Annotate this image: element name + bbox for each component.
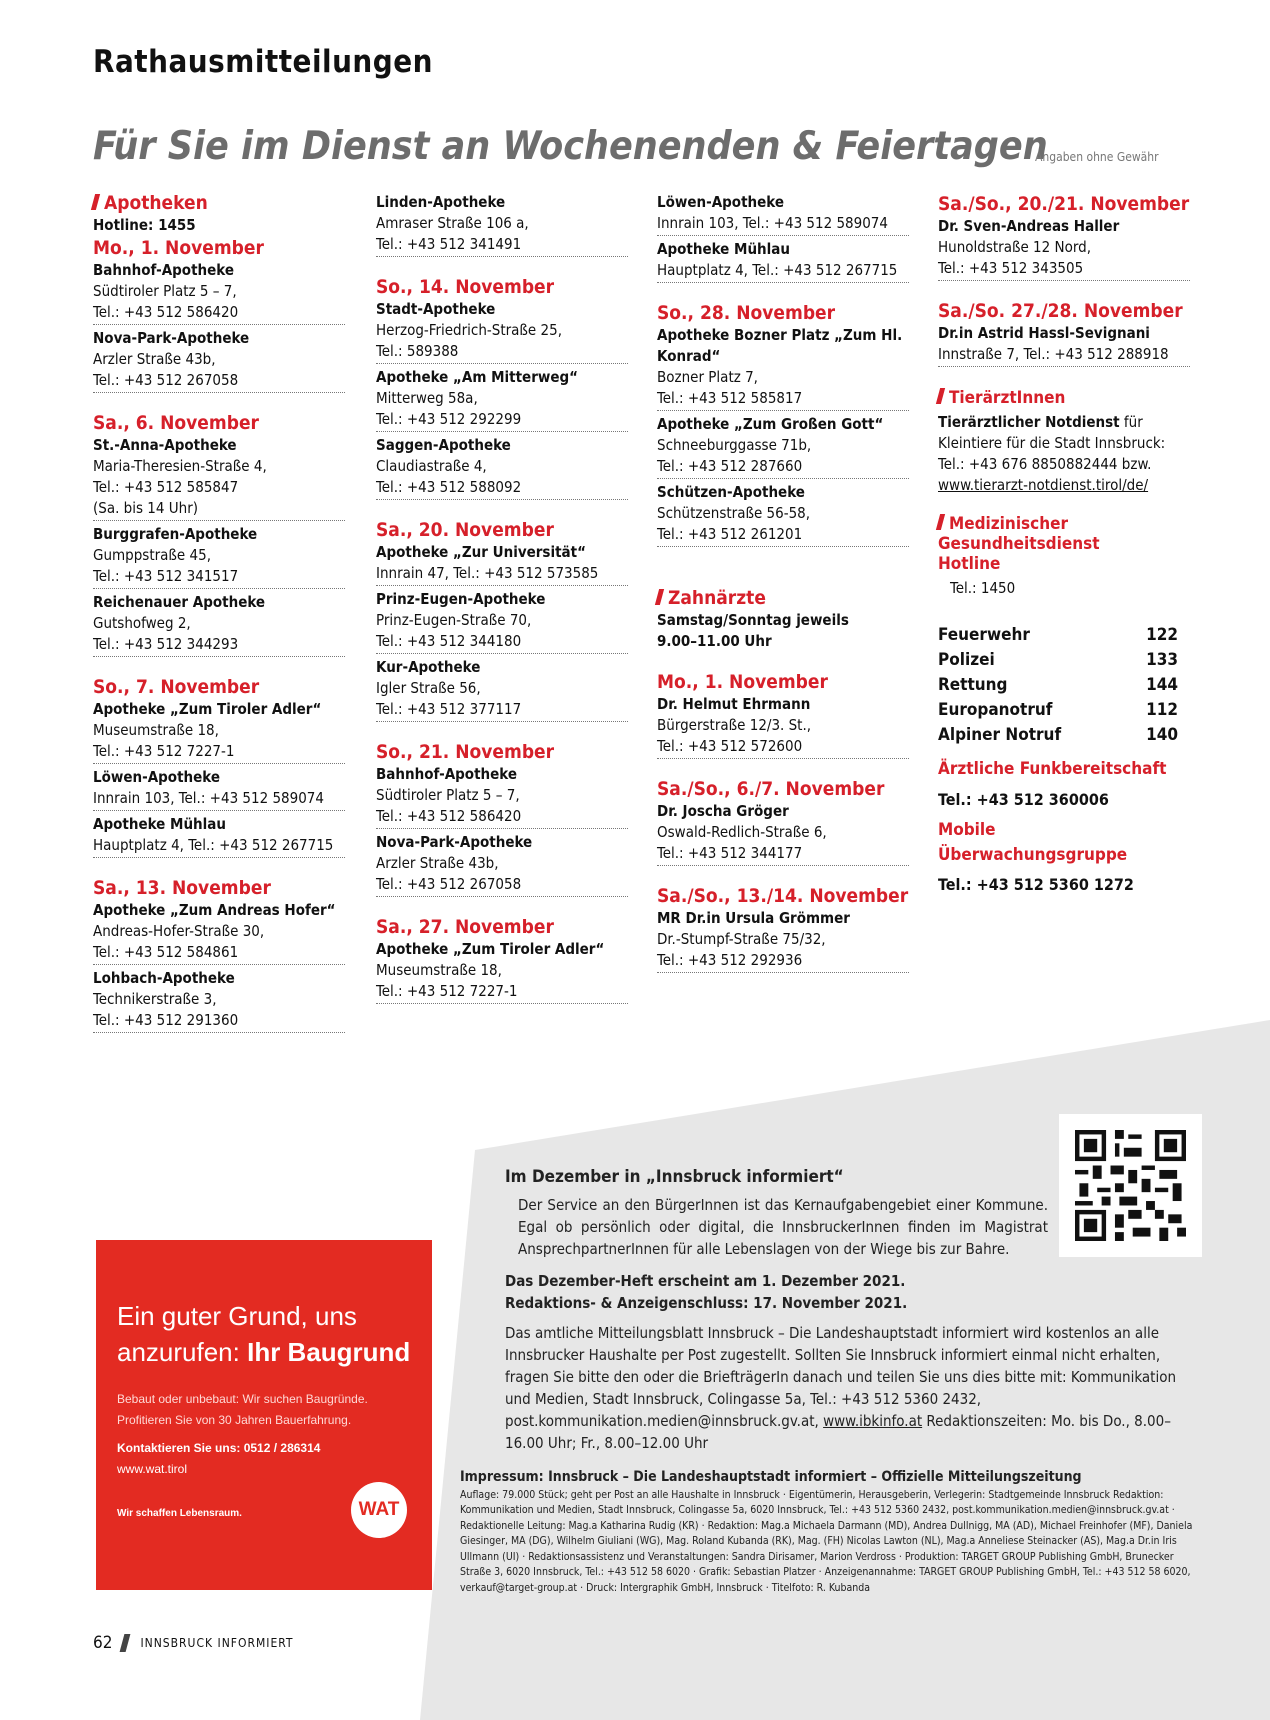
entry-details [376, 610, 628, 654]
ad-subtext: Bebaut oder unbebaut: Wir suchen Baugründe. Profitieren Sie von 30 Jahren Bauerfahrung. [117, 1392, 368, 1427]
entry-line: Igler Straße 56, [376, 679, 481, 697]
info-p3-text: Das amtliche Mitteilungsblatt Innsbruck – Die Landeshauptstadt informiert wird kostenlos an alle Innsbrucker Haushalte per Post zugestellt. Sollten Sie Innsbruck informiert einmal nicht erhalten, fragen Sie bitte den oder die BriefträgerIn danach und teilen Sie uns dies bitte mit: Kommunikation und Medien, Stadt Innsbruck, Colingasse 5a, Tel.: +43 512 5360 2432, post.kommunikation.medien@innsbruck.gv.at, [505, 1324, 1177, 1430]
ad-contact [117, 1438, 320, 1480]
entry-line: Arzler Straße 43b, [93, 350, 216, 368]
dental-list [938, 192, 1190, 367]
emergency-row [938, 648, 1178, 673]
vet-link[interactable]: www.tierarzt-notdienst.tirol/de/ [938, 476, 1149, 494]
ad-slogan: Wir schaffen Lebensraum. [117, 1508, 242, 1519]
entry-details [938, 344, 1190, 367]
entry-line: Technikerstraße 3, [93, 990, 217, 1008]
section-medizin: Medizinischer Gesundheitsdienst Hotline [938, 514, 1138, 574]
list-item [938, 323, 1190, 367]
entry-line: Tel.: +43 512 341491 [376, 235, 522, 253]
info-p2 [505, 1270, 1205, 1314]
entry-line: Tel.: +43 512 344177 [657, 844, 803, 862]
entry-line: Tel.: +43 512 291360 [93, 1011, 239, 1029]
entry-line: Tel.: +43 512 343505 [938, 259, 1084, 277]
entry-line: Südtiroler Platz 5 – 7, [376, 786, 520, 804]
list-item [93, 435, 345, 521]
entry-line: Herzog-Friedrich-Straße 25, [376, 321, 562, 339]
emergency-number: 112 [1146, 700, 1178, 720]
vet-desc: für Kleintiere für die Stadt Innsbruck: [938, 413, 1166, 452]
list-item [376, 939, 628, 1004]
entry-name: Apotheke „Zum Tiroler Adler“ [376, 940, 605, 958]
entry-name: Dr. Joscha Gröger [657, 802, 789, 820]
info-p3 [505, 1322, 1205, 1454]
date-heading: So., 28. November [657, 302, 836, 324]
entry-details [376, 563, 628, 586]
entry-name: Linden-Apotheke [376, 193, 506, 211]
date-heading: Sa./So., 13./14. November [657, 885, 909, 907]
emergency-number: 144 [1146, 675, 1178, 695]
entry-details [93, 835, 345, 858]
entry-details [376, 213, 628, 257]
info-p2a: Das Dezember-Heft erscheint am 1. Dezember 2021. [505, 1272, 906, 1290]
entry-line: Tel.: +43 512 261201 [657, 525, 803, 543]
dental-note: Samstag/Sonntag jeweils 9.00–11.00 Uhr [657, 611, 849, 650]
entry-line: Tel.: +43 512 341517 [93, 567, 239, 585]
section-apotheken: Apotheken [93, 192, 345, 215]
date-heading: So., 21. November [376, 741, 555, 763]
emergency-label: Europanotruf [938, 700, 1053, 720]
entry-name: Apotheke „Zum Tiroler Adler“ [93, 700, 322, 718]
entry-name: Apotheke „Zur Universität“ [376, 543, 586, 561]
entry-line: Maria-Theresien-Straße 4, [93, 457, 267, 475]
entry-line: Tel.: +43 512 585817 [657, 389, 803, 407]
entry-name: Apotheke Mühlau [93, 815, 227, 833]
column-1 [93, 192, 345, 1036]
emergency-row [938, 698, 1178, 723]
page-footer [93, 1633, 294, 1653]
publication-name: INNSBRUCK INFORMIERT [140, 1636, 294, 1650]
ibkinfo-link[interactable]: www.ibkinfo.at [823, 1412, 923, 1430]
entry-line: Tel.: +43 512 344293 [93, 635, 239, 653]
entry-line: Bürgerstraße 12/3. St., [657, 716, 812, 734]
list-item [376, 367, 628, 432]
emergency-numbers [938, 623, 1178, 748]
entry-line: Amraser Straße 106 a, [376, 214, 529, 232]
entry-name: Apotheke „Zum Großen Gott“ [657, 415, 884, 433]
entry-name: Saggen-Apotheke [376, 436, 511, 454]
emergency-row [938, 723, 1178, 748]
impressum [460, 1470, 1200, 1596]
info-block [505, 1166, 1205, 1464]
entry-name: Dr.in Astrid Hassl-Sevignani [938, 324, 1150, 342]
list-item [376, 435, 628, 500]
list-item [376, 764, 628, 829]
entry-details [657, 503, 909, 547]
list-item [376, 589, 628, 654]
entry-line: Arzler Straße 43b, [376, 854, 499, 872]
entry-line: Hauptplatz 4, Tel.: +43 512 267715 [657, 261, 898, 279]
emergency-label: Polizei [938, 650, 995, 670]
entry-name: Burggrafen-Apotheke [93, 525, 258, 543]
entry-line: (Sa. bis 14 Uhr) [93, 499, 199, 517]
entry-details [93, 349, 345, 393]
list-item [376, 192, 628, 257]
entry-details [93, 989, 345, 1033]
entry-line: Bozner Platz 7, [657, 368, 758, 386]
date-heading: Mo., 1. November [93, 237, 264, 259]
hotline: Hotline: 1455 [93, 216, 196, 234]
page-number: 62 [93, 1633, 113, 1653]
entry-details [657, 929, 909, 973]
list-item [657, 908, 909, 973]
impressum-text: Auflage: 79.000 Stück; geht per Post an alle Haushalte in Innsbruck · Eigentümerin, Herausgeberin, Verlegerin: Stadtgemeinde Innsbruck Redaktion: Kommunikation und Medien, Stadt Innsbruck, Colingasse 5a, 6020 Innsbruck, Tel.: +43 512 5360 2432, post.kommunikation.medien@innsbruck.gv.at · Redaktionelle Leitung: Mag.a Katharina Rudig (KR) · Redaktion: Mag.a Michaela Darmann (MD), Andrea Dullnigg, MA (AD), Michael Freinhofer (MF), Daniela Giesinger, MA (DG), Wilhelm Giuliani (WG), Mag. Roland Kubanda (RK), Mag. (FH) Nicolas Lawton (NL), Mag.a Anneliese Steinacker (AS), Mag.a Dr.in Iris Ullmann (UI) · Redaktionsassistenz und Veranstaltungen: Sandra Dirisamer, Marion Verdross · Produktion: TARGET GROUP Publishing GmbH, Brunecker Straße 3, 6020 Innsbruck, Tel.: +43 512 58 6020 · Grafik: Sebastian Platzer · Anzeigenannahme: TARGET GROUP Publishing GmbH, Tel.: +43 512 58 6020, verkauf@target-group.at · Druck: Intergraphik GmbH, Innsbruck · Titelfoto: R. Kubanda [460, 1488, 1193, 1594]
vet-bold: Tierärztlicher Notdienst [938, 413, 1120, 431]
entry-line: Schneeburggasse 71b, [657, 436, 812, 454]
entry-details [376, 678, 628, 722]
list-item [93, 968, 345, 1033]
entry-line: Tel.: +43 512 292299 [376, 410, 522, 428]
vet-text [938, 412, 1188, 454]
entry-details [376, 388, 628, 432]
column-2 [376, 192, 628, 1007]
emergency-row [938, 623, 1178, 648]
info-title: Im Dezember in „Innsbruck informiert“ [505, 1167, 844, 1187]
footer-bar-icon [120, 1634, 131, 1652]
list-item [93, 524, 345, 589]
entry-name: St.-Anna-Apotheke [93, 436, 237, 454]
info-p3-end: Redaktionszeiten: Mo. bis Do., 8.00–16.00 Uhr; Fr., 8.00–12.00 Uhr [505, 1412, 1171, 1452]
entry-details [657, 822, 909, 866]
entry-name: Reichenauer Apotheke [93, 593, 266, 611]
entry-details [657, 715, 909, 759]
entry-details [93, 281, 345, 325]
emergency-number: 122 [1146, 625, 1178, 645]
entry-line: Tel.: +43 512 344180 [376, 632, 522, 650]
entry-line: Hauptplatz 4, Tel.: +43 512 267715 [93, 836, 334, 854]
entry-line: Oswald-Redlich-Straße 6, [657, 823, 827, 841]
entry-line: Innstraße 7, Tel.: +43 512 288918 [938, 345, 1169, 363]
entry-line: Tel.: +43 512 572600 [657, 737, 803, 755]
entry-line: Claudiastraße 4, [376, 457, 487, 475]
entry-line: Innrain 103, Tel.: +43 512 589074 [93, 789, 324, 807]
entry-line: Tel.: +43 512 586420 [376, 807, 522, 825]
entry-details [376, 785, 628, 829]
entry-line: Tel.: +43 512 377117 [376, 700, 522, 718]
entry-details [93, 921, 345, 965]
date-heading: So., 14. November [376, 276, 555, 298]
entry-line: Innrain 47, Tel.: +43 512 573585 [376, 564, 599, 582]
entry-line: Gumppstraße 45, [93, 546, 211, 564]
entry-details [657, 367, 909, 411]
emergency-number: 140 [1146, 725, 1178, 745]
entry-details [376, 456, 628, 500]
list-item [657, 801, 909, 866]
date-heading: Sa., 13. November [93, 877, 271, 899]
entry-line: Tel.: +43 512 586420 [93, 303, 239, 321]
ad-web: www.wat.tirol [117, 1462, 188, 1476]
entry-line: Tel.: +43 512 287660 [657, 457, 803, 475]
wat-logo: WAT [351, 1482, 407, 1538]
list-item [93, 328, 345, 393]
entry-name: Apotheke „Zum Andreas Hofer“ [93, 901, 336, 919]
list-item [657, 414, 909, 479]
entry-line: Gutshofweg 2, [93, 614, 191, 632]
entry-name: Kur-Apotheke [376, 658, 481, 676]
date-heading: Sa./So., 20./21. November [938, 193, 1190, 215]
list-item [93, 900, 345, 965]
entry-name: Lohbach-Apotheke [93, 969, 235, 987]
list-item [93, 767, 345, 811]
entry-name: Bahnhof-Apotheke [93, 261, 235, 279]
list-item [657, 325, 909, 411]
entry-name: Schützen-Apotheke [657, 483, 805, 501]
pharmacy-groups [376, 192, 628, 1004]
date-heading: Sa., 20. November [376, 519, 554, 541]
mobile-tel: Tel.: +43 512 5360 1272 [938, 875, 1134, 894]
entry-line: Tel.: +43 512 267058 [93, 371, 239, 389]
entry-line: Südtiroler Platz 5 – 7, [93, 282, 237, 300]
entry-name: Dr. Sven-Andreas Haller [938, 217, 1120, 235]
entry-name: Nova-Park-Apotheke [93, 329, 250, 347]
column-4 [938, 192, 1190, 895]
entry-line: Schützenstraße 56-58, [657, 504, 811, 522]
list-item [376, 299, 628, 364]
list-item [938, 216, 1190, 281]
entry-details [657, 260, 909, 283]
entry-name: Dr. Helmut Ehrmann [657, 695, 811, 713]
entry-line: Mitterweg 58a, [376, 389, 478, 407]
date-heading: Sa./So., 6./7. November [657, 778, 885, 800]
emergency-row [938, 673, 1178, 698]
info-p1: Der Service an den BürgerInnen ist das Kernaufgabengebiet einer Kommune. Egal ob persönlich oder digital, die InnsbruckerInnen finden im Magistrat AnsprechpartnerInnen für alle Lebenslagen von der Wiege bis zur Bahre. [518, 1196, 1048, 1258]
entry-name: Löwen-Apotheke [93, 768, 221, 786]
entry-name: Löwen-Apotheke [657, 193, 785, 211]
entry-details [657, 213, 909, 236]
entry-details [938, 237, 1190, 281]
list-item [93, 260, 345, 325]
section-tieraerzte: TierärztInnen [938, 387, 1190, 410]
date-heading: So., 7. November [93, 676, 260, 698]
entry-line: Tel.: 589388 [376, 342, 459, 360]
list-item [657, 694, 909, 759]
entry-line: Museumstraße 18, [93, 721, 219, 739]
vet-tel: Tel.: +43 676 8850882444 bzw. [938, 455, 1152, 473]
funk-tel: Tel.: +43 512 360006 [938, 790, 1109, 809]
entry-name: Apotheke Mühlau [657, 240, 791, 258]
dental-list [657, 670, 909, 973]
info-p2b: Redaktions- & Anzeigenschluss: 17. November 2021. [505, 1294, 908, 1312]
column-3 [657, 192, 909, 976]
ad-headline [117, 1298, 417, 1370]
pharmacy-groups [657, 192, 909, 547]
emergency-number: 133 [1146, 650, 1178, 670]
entry-line: Tel.: +43 512 7227-1 [376, 982, 518, 1000]
disclaimer: Angaben ohne Gewähr [1035, 150, 1159, 164]
impressum-title: Impressum: Innsbruck – Die Landeshauptstadt informiert – Offizielle Mitteilungszeitung [460, 1469, 1082, 1485]
pharmacy-groups [93, 236, 345, 1033]
headline: Für Sie im Dienst an Wochenenden & Feiertagen [93, 124, 1048, 169]
date-heading: Mo., 1. November [657, 671, 828, 693]
list-item [657, 482, 909, 547]
entry-line: Tel.: +43 512 585847 [93, 478, 239, 496]
emergency-label: Alpiner Notruf [938, 725, 1062, 745]
ad-head1: Ein guter Grund, uns anzurufen: [117, 1301, 357, 1367]
entry-details [93, 456, 345, 521]
entry-details [93, 545, 345, 589]
entry-name: Stadt-Apotheke [376, 300, 496, 318]
section-zahnaerzte: Zahnärzte [657, 587, 909, 610]
entry-line: Tel.: +43 512 267058 [376, 875, 522, 893]
entry-details [93, 613, 345, 657]
list-item [657, 239, 909, 283]
ad-phone: Kontaktieren Sie uns: 0512 / 286314 [117, 1441, 321, 1455]
list-item [657, 192, 909, 236]
entry-name: MR Dr.in Ursula Grömmer [657, 909, 850, 927]
page-header: Rathausmitteilungen [93, 44, 434, 80]
wat-advertisement[interactable] [96, 1240, 432, 1590]
entry-details [93, 788, 345, 811]
entry-line: Tel.: +43 512 584861 [93, 943, 239, 961]
list-item [93, 699, 345, 764]
entry-line: Tel.: +43 512 292936 [657, 951, 803, 969]
entry-details [376, 320, 628, 364]
entry-details [376, 960, 628, 1004]
entry-line: Hunoldstraße 12 Nord, [938, 238, 1091, 256]
entry-name: Apotheke Bozner Platz „Zum Hl. Konrad“ [657, 326, 903, 365]
entry-name: Nova-Park-Apotheke [376, 833, 533, 851]
entry-line: Tel.: +43 512 588092 [376, 478, 522, 496]
date-heading: Sa., 6. November [93, 412, 259, 434]
list-item [376, 542, 628, 586]
mobile-title: Mobile Überwachungsgruppe [938, 820, 1128, 865]
list-item [93, 592, 345, 657]
list-item [376, 832, 628, 897]
entry-line: Dr.-Stumpf-Straße 75/32, [657, 930, 826, 948]
med-tel: Tel.: 1450 [950, 579, 1016, 597]
list-item [376, 657, 628, 722]
ad-head2: Ihr Baugrund [247, 1337, 411, 1367]
entry-line: Prinz-Eugen-Straße 70, [376, 611, 532, 629]
entry-name: Prinz-Eugen-Apotheke [376, 590, 546, 608]
emergency-label: Feuerwehr [938, 625, 1030, 645]
entry-line: Innrain 103, Tel.: +43 512 589074 [657, 214, 888, 232]
entry-details [376, 853, 628, 897]
entry-line: Tel.: +43 512 7227-1 [93, 742, 235, 760]
funk-title: Ärztliche Funkbereitschaft [938, 759, 1167, 779]
entry-name: Bahnhof-Apotheke [376, 765, 518, 783]
entry-line: Museumstraße 18, [376, 961, 502, 979]
entry-details [93, 720, 345, 764]
entry-details [657, 435, 909, 479]
list-item [93, 814, 345, 858]
entry-name: Apotheke „Am Mitterweg“ [376, 368, 579, 386]
date-heading: Sa., 27. November [376, 916, 554, 938]
date-heading: Sa./So. 27./28. November [938, 300, 1183, 322]
emergency-label: Rettung [938, 675, 1008, 695]
entry-line: Andreas-Hofer-Straße 30, [93, 922, 265, 940]
